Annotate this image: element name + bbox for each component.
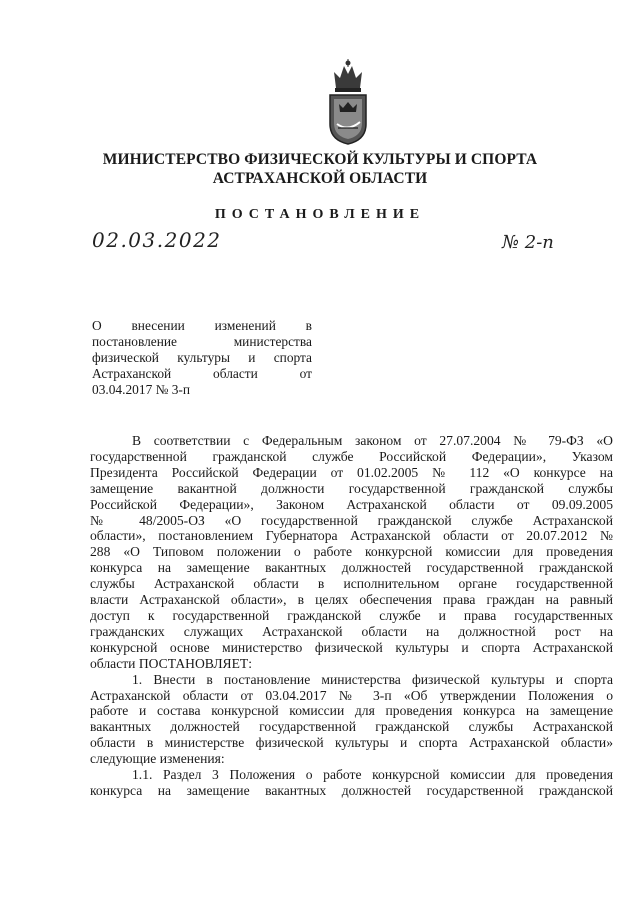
body-line: службы Астраханской области в исполнительном органе государственной <box>90 576 613 592</box>
body-line: области в министерстве физической культуры и спорта Астраханской области» <box>90 735 613 751</box>
body-line: власти Астраханской области», в целях обеспечения права граждан на равный <box>90 592 613 608</box>
org-line-2: АСТРАХАНСКОЙ ОБЛАСТИ <box>212 170 428 187</box>
body-line: государственной гражданской службе Российской Федерации», Указом <box>90 448 613 464</box>
body-line: Президента Российской Федерации от 01.02.2005 № 112 «О конкурсе на <box>90 464 613 480</box>
subject-line: физической культуры и спорта <box>92 350 312 365</box>
body-line: области ПОСТАНОВЛЯЕТ: <box>90 655 253 671</box>
organization-name <box>100 150 540 188</box>
body-line: Российской Федерации», Законом Астраханской области от 09.09.2005 <box>90 496 613 512</box>
subject-line: Астраханской области от <box>92 366 312 381</box>
body-line: Астраханской области от 03.04.2017 № 3-п «Об утверждении Положения о <box>90 687 613 703</box>
body-line: доступ к государственной гражданской службе и права государственных <box>90 607 613 623</box>
body-line: вакантных должностей государственной гражданской службы Астраханской <box>90 719 613 735</box>
body-line: 1.1. Раздел 3 Положения о работе конкурсной комиссии для проведения <box>132 767 613 783</box>
body-line: конкурсной основе министерство физической культуры и спорта Астраханской <box>90 639 613 655</box>
body-line: В соответствии с Федеральным законом от 27.07.2004 № 79-ФЗ «О <box>132 433 613 448</box>
document-subject <box>92 318 312 398</box>
body-line: замещение вакантной должности государственной гражданской службы <box>90 480 613 496</box>
body-line: следующие изменения: <box>90 751 225 767</box>
body-line: № 48/2005-ОЗ «О государственной гражданской службе Астраханской <box>90 512 613 528</box>
document-type: ПОСТАНОВЛЕНИЕ <box>214 207 426 222</box>
document-number: № 2-п <box>502 232 554 253</box>
body-line: конкурса на замещение вакантных должностей государственной гражданской <box>90 782 613 798</box>
org-line-1: МИНИСТЕРСТВО ФИЗИЧЕСКОЙ КУЛЬТУРЫ И СПОРТА <box>102 151 538 168</box>
body-line: конкурса на замещение вакантных должностей государственной гражданской <box>90 560 613 576</box>
coat-of-arms-icon <box>322 58 374 146</box>
subject-line: постановление министерства <box>92 334 312 349</box>
body-line: 288 «О Типовом положении о работе конкурсной комиссии для проведения <box>90 544 613 560</box>
document-body <box>90 433 613 799</box>
body-line: 1. Внести в постановление министерства физической культуры и спорта <box>132 671 613 687</box>
body-line: гражданских служащих Астраханской области на должностной рост на <box>90 623 613 639</box>
body-line: области», постановлением Губернатора Астраханской области от 20.07.2012 № <box>90 528 613 544</box>
subject-line: О внесении изменений в <box>92 318 312 333</box>
subject-line: 03.04.2017 № 3-п <box>92 382 191 397</box>
document-date: 02.03.2022 <box>92 228 222 252</box>
body-line: работе и состава конкурсной комиссии для проведения конкурса на замещение <box>90 703 613 719</box>
